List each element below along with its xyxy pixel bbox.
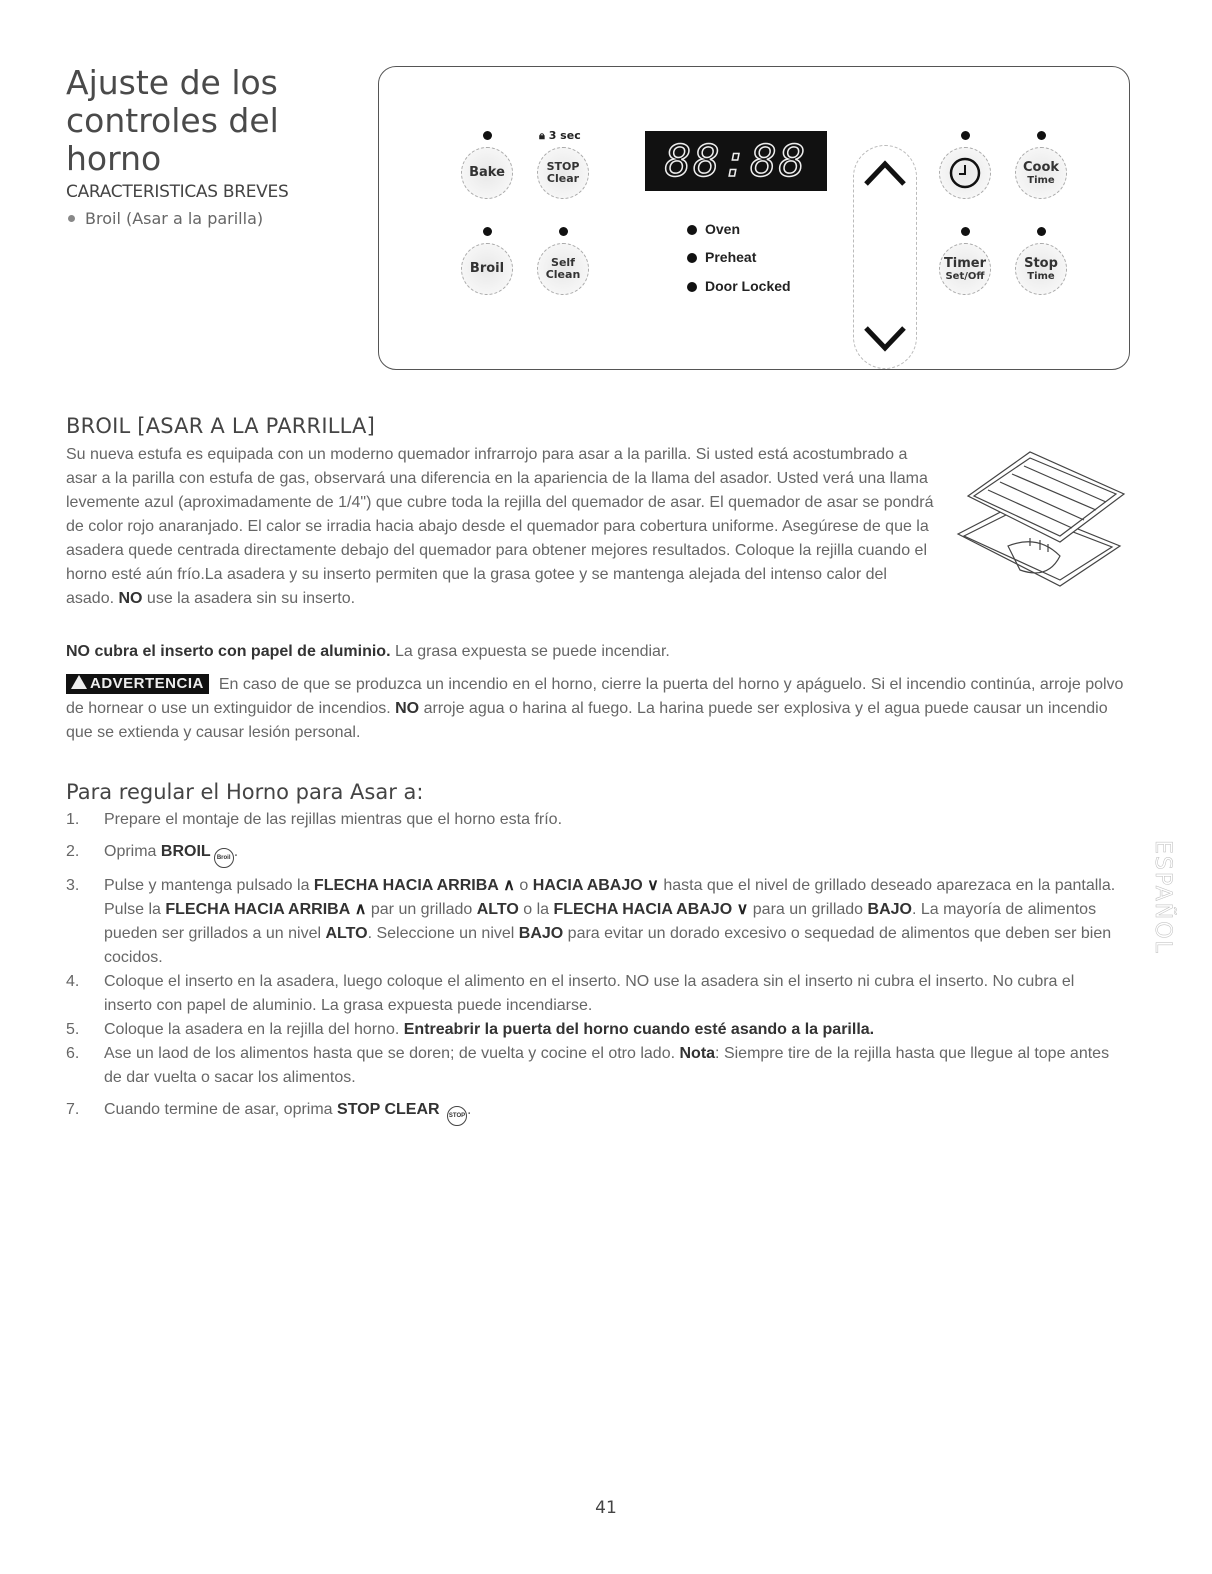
lock-icon: 🔒︎ — [539, 129, 545, 142]
broil-button[interactable] — [461, 243, 513, 295]
step-text: para un grillado — [748, 901, 868, 918]
clean-label: Clean — [545, 268, 581, 281]
indicator-dot — [1037, 227, 1046, 236]
bake-label: Bake — [469, 165, 505, 180]
indicator-dot — [1037, 131, 1046, 140]
step-text: : Siempre tire de la rejilla hasta que llegue al tope antes de dar vuelta o sacar los alimentos. — [104, 1045, 1110, 1086]
step-number: 2. — [66, 843, 80, 860]
step-emphasis: HACIA ABAJO — [532, 877, 643, 894]
broil-note — [66, 640, 966, 664]
warning-paragraph — [66, 673, 1126, 745]
arrow-down-icon — [647, 877, 659, 894]
warning-text: En caso de que se produzca un incendio en el horno, cierre la puerta del horno y apáguelo. Si el incendio continúa, arroje polvo de hornear o use un extinguidor de incendios. — [66, 676, 1124, 717]
list-item: 2. Oprima BROIL Broil . — [66, 840, 1116, 868]
page-number: 41 — [595, 1498, 617, 1518]
step-text: . Seleccione un nivel — [367, 925, 519, 942]
time-label: Time — [1027, 174, 1055, 186]
broil-emphasis: NO — [118, 590, 143, 607]
step-text: Oprima — [104, 843, 161, 860]
note-text: La grasa expuesta se puede incendiar. — [390, 643, 670, 660]
list-item — [66, 1018, 1116, 1042]
stop-time-label: Stop — [1024, 255, 1058, 271]
indicator-dot — [483, 227, 492, 236]
timer-button[interactable] — [939, 243, 991, 295]
door-locked-indicator: Door Locked — [687, 278, 791, 294]
bake-button[interactable] — [461, 147, 513, 199]
step-emphasis: ALTO — [476, 901, 519, 918]
side-tab: ESPAÑOL — [1150, 840, 1175, 955]
step-text: Coloque el inserto en la asadera, luego coloque el alimento en el inserto. NO use la asadera sin el inserto ni cubra el inserto. No cubra el inserto con papel de aluminio. La grasa expuesta puede incendiarse. — [104, 973, 1075, 1014]
broil-paragraph — [66, 443, 934, 611]
step-text: Pulse y mantenga pulsado la — [104, 877, 314, 894]
indicator-dot — [483, 131, 492, 140]
stop-label: STOP — [546, 160, 580, 173]
warning-icon — [71, 675, 87, 689]
list-item — [66, 1042, 1116, 1090]
indicator-dot — [961, 131, 970, 140]
step-emphasis: FLECHA HACIA ARRIBA — [313, 877, 499, 894]
step-number: 4. — [66, 973, 80, 990]
step-emphasis: BAJO — [867, 901, 912, 918]
step-text: o la — [518, 901, 554, 918]
arrow-up-icon[interactable] — [866, 164, 904, 184]
arrow-down-icon[interactable] — [866, 328, 904, 348]
arrow-up-icon — [503, 877, 515, 894]
step-text: para evitar un dorado excesivo o sequedad de alimentos que deben ser bien cocidos. — [104, 925, 1112, 966]
features-item — [66, 209, 263, 228]
arrow-down-icon — [737, 901, 749, 918]
steps-list — [66, 808, 1116, 1126]
indicator-dot — [961, 227, 970, 236]
page-title — [66, 64, 366, 178]
title-line: horno — [66, 139, 162, 178]
indicator-dot — [559, 227, 568, 236]
step-number: 7. — [66, 1101, 80, 1118]
stop-clear-key-icon: STOP — [447, 1106, 467, 1126]
step-text: Ase un laod de los alimentos hasta que se doren; de vuelta y cocine el otro lado. — [104, 1045, 680, 1062]
list-item — [66, 874, 1116, 970]
broil-heading: BROIL [ASAR A LA PARRILLA] — [66, 414, 375, 438]
broil-text: Su nueva estufa es equipada con un moderno quemador infrarrojo para asar a la parilla. Si usted está acostumbrado a asar a la parilla con estufa de gas, observará una diferencia en la apariencia de la llama del asador. Usted verá una llama levemente azul (aproximadamente de 1/4") que cubre toda la rejilla del quemador de asar. El quemador de asar se pondrá de color rojo anaranjado. El calor se irradia hacia abajo desde el quemador para cobertura uniforme. Asegúrese de que la asadera quede centrada directamente debajo del quemador para obtener mejores resultados. Coloque la rejilla cuando el horno esté aún frío.La asadera y su inserto permiten que la grasa gotee y se mantenga alejada del intenso calor del asado. — [66, 446, 934, 607]
step-number: 3. — [66, 877, 80, 894]
preheat-indicator: Preheat — [687, 249, 756, 265]
steps-heading: Para regular el Horno para Asar a: — [66, 780, 424, 804]
clock-display — [645, 131, 827, 191]
stop-time-sub-label: Time — [1027, 270, 1055, 282]
oven-indicator: Oven — [687, 221, 740, 237]
warning-emphasis: NO — [395, 700, 420, 717]
clock-button[interactable] — [939, 147, 991, 199]
step-number: 5. — [66, 1021, 80, 1038]
step-emphasis: BAJO — [518, 925, 564, 942]
step-emphasis: FLECHA HACIA ABAJO — [553, 901, 733, 918]
title-line: Ajuste de los — [66, 63, 278, 102]
step-text: Prepare el montaje de las rejillas mientras que el horno esta frío. — [104, 811, 563, 828]
step-text: par un grillado — [366, 901, 477, 918]
step-text: Cuando termine de asar, oprima — [104, 1101, 338, 1118]
warning-label: ADVERTENCIA — [90, 675, 204, 692]
bullet-icon — [68, 215, 75, 222]
lock-indicator — [539, 129, 581, 143]
step-emphasis: BROIL — [160, 843, 211, 860]
timer-label: Timer — [943, 255, 987, 271]
stop-clear-button[interactable] — [537, 147, 589, 199]
list-item: 7. Cuando termine de asar, oprima STOP CLEAR STOP . — [66, 1098, 1116, 1126]
cook-time-button[interactable] — [1015, 147, 1067, 199]
note-emphasis: NO cubra el inserto con papel de aluminio. — [66, 643, 391, 660]
step-emphasis: STOP CLEAR — [337, 1101, 440, 1118]
stop-time-button[interactable] — [1015, 243, 1067, 295]
features-heading: CARACTERISTICAS BREVES — [66, 182, 289, 202]
broil-label: Broil — [469, 261, 505, 276]
broil-text: use la asadera sin su inserto. — [142, 590, 356, 607]
set-off-label: Set/Off — [945, 270, 985, 282]
step-emphasis: ALTO — [325, 925, 368, 942]
arrow-pad — [853, 145, 917, 369]
step-emphasis: FLECHA HACIA ARRIBA — [165, 901, 351, 918]
self-label: Self — [551, 256, 575, 269]
control-panel — [378, 66, 1130, 370]
clock-icon — [948, 156, 982, 190]
warning-badge — [66, 674, 209, 694]
step-text: o — [514, 877, 533, 894]
step-text: hasta que el nivel de grillado deseado aparezaca en la pantalla. Pulse la — [104, 877, 1116, 918]
self-clean-button[interactable] — [537, 243, 589, 295]
lock-label: 3 sec — [548, 129, 581, 142]
step-number: 6. — [66, 1045, 80, 1062]
cook-label: Cook — [1022, 159, 1060, 175]
arrow-up-icon — [355, 901, 367, 918]
step-text: Coloque la asadera en la rejilla del horno. — [104, 1021, 404, 1038]
arrow-pad-graphic — [854, 146, 916, 368]
warning-text: arroje agua o harina al fuego. La harina puede ser explosiva y el agua puede causar un incendio que se extienda y causar lesión personal. — [66, 700, 1108, 741]
features-item-text: Broil (Asar a la parilla) — [85, 209, 264, 228]
step-text: . La mayoría de alimentos pueden ser grillados a un nivel — [104, 901, 1097, 942]
step-emphasis: Entreabrir la puerta del horno cuando esté asando a la parilla. — [403, 1021, 875, 1038]
step-emphasis: Nota — [679, 1045, 716, 1062]
list-item — [66, 970, 1116, 1018]
broil-key-icon: Broil — [214, 848, 234, 868]
list-item — [66, 808, 1116, 832]
broil-pan-illustration — [948, 446, 1128, 598]
display-digits: 88:88 — [664, 135, 808, 187]
step-number: 1. — [66, 811, 80, 828]
title-line: controles del — [66, 101, 279, 140]
clear-label: Clear — [546, 172, 580, 185]
